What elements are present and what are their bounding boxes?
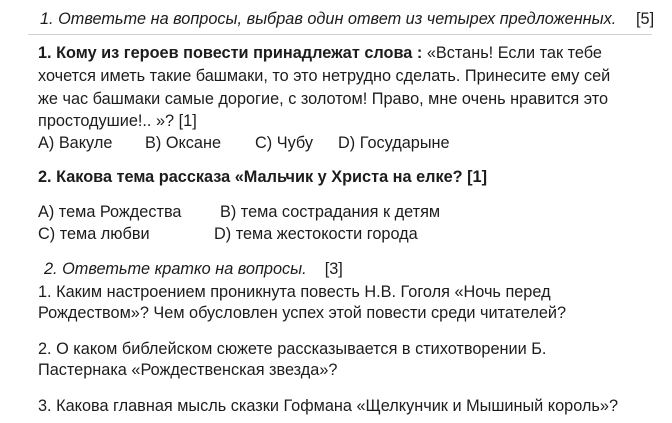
- q2-prompt: 2. Какова тема рассказа «Мальчик у Христа на елке? [1]: [38, 168, 488, 186]
- sq1-line-1: 1. Каким настроением проникнута повесть Н.В. Гоголя «Ночь перед: [38, 283, 551, 301]
- q1-line-3: же час башмаки самые дорогие, с золотом! Право, мне очень нравится это: [38, 90, 609, 108]
- q2-options-row-1: [38, 202, 440, 223]
- q2-option-d[interactable]: D) тема жестокости города: [214, 225, 418, 243]
- section2-title: 2. Ответьте кратко на вопросы.: [44, 260, 307, 278]
- q2-option-a[interactable]: A) тема Рождества: [38, 203, 182, 221]
- q1-option-c[interactable]: [255, 133, 338, 154]
- q1-line-2: хочется иметь такие башмаки, то это нетрудно сделать. Принесите ему сей: [38, 67, 611, 85]
- q1-line-1: [38, 43, 602, 64]
- q1-option-a[interactable]: [38, 133, 145, 154]
- option-letter: D): [338, 134, 356, 152]
- option-text: Чубу: [276, 134, 314, 152]
- q2-option-c[interactable]: C) тема любви: [38, 225, 150, 243]
- section2-points: [3]: [324, 260, 343, 278]
- option-letter: B): [145, 134, 162, 152]
- option-letter: C): [255, 134, 273, 152]
- option-letter: A): [38, 134, 55, 152]
- section1-points: [5]: [636, 10, 655, 28]
- section1-header: [40, 9, 616, 30]
- q2-options-row-2: [38, 224, 418, 245]
- sq2-line-2: Пастернака «Рождественская звезда»?: [38, 361, 338, 379]
- section2-header: [44, 259, 343, 280]
- sq1-line-2: Рождеством»? Чем обусловлен успех этой повести среди читателей?: [38, 304, 567, 322]
- sq2-line-1: 2. О каком библейском сюжете рассказывается в стихотворении Б.: [38, 340, 547, 358]
- q1-line-4: простодушие!.. »? [1]: [38, 112, 197, 130]
- option-text: Вакуле: [58, 134, 113, 152]
- section1-title: 1. Ответьте на вопросы, выбрав один ответ из четырех предложенных.: [40, 10, 617, 28]
- q1-quote-start: «Встань! Если так тебе: [422, 44, 602, 62]
- option-text: Оксане: [165, 134, 222, 152]
- option-text: Государыне: [359, 134, 450, 152]
- q2-option-b[interactable]: B) тема сострадания к детям: [220, 203, 441, 221]
- section-divider: [28, 34, 652, 35]
- q1-prompt: 1. Кому из героев повести принадлежат слова :: [38, 44, 423, 62]
- q1-option-d[interactable]: [338, 133, 450, 154]
- q1-option-b[interactable]: [145, 133, 255, 154]
- sq3-line-1: 3. Какова главная мысль сказки Гофмана «Щелкунчик и Мышиный король»?: [38, 397, 619, 415]
- q1-options: [38, 133, 450, 154]
